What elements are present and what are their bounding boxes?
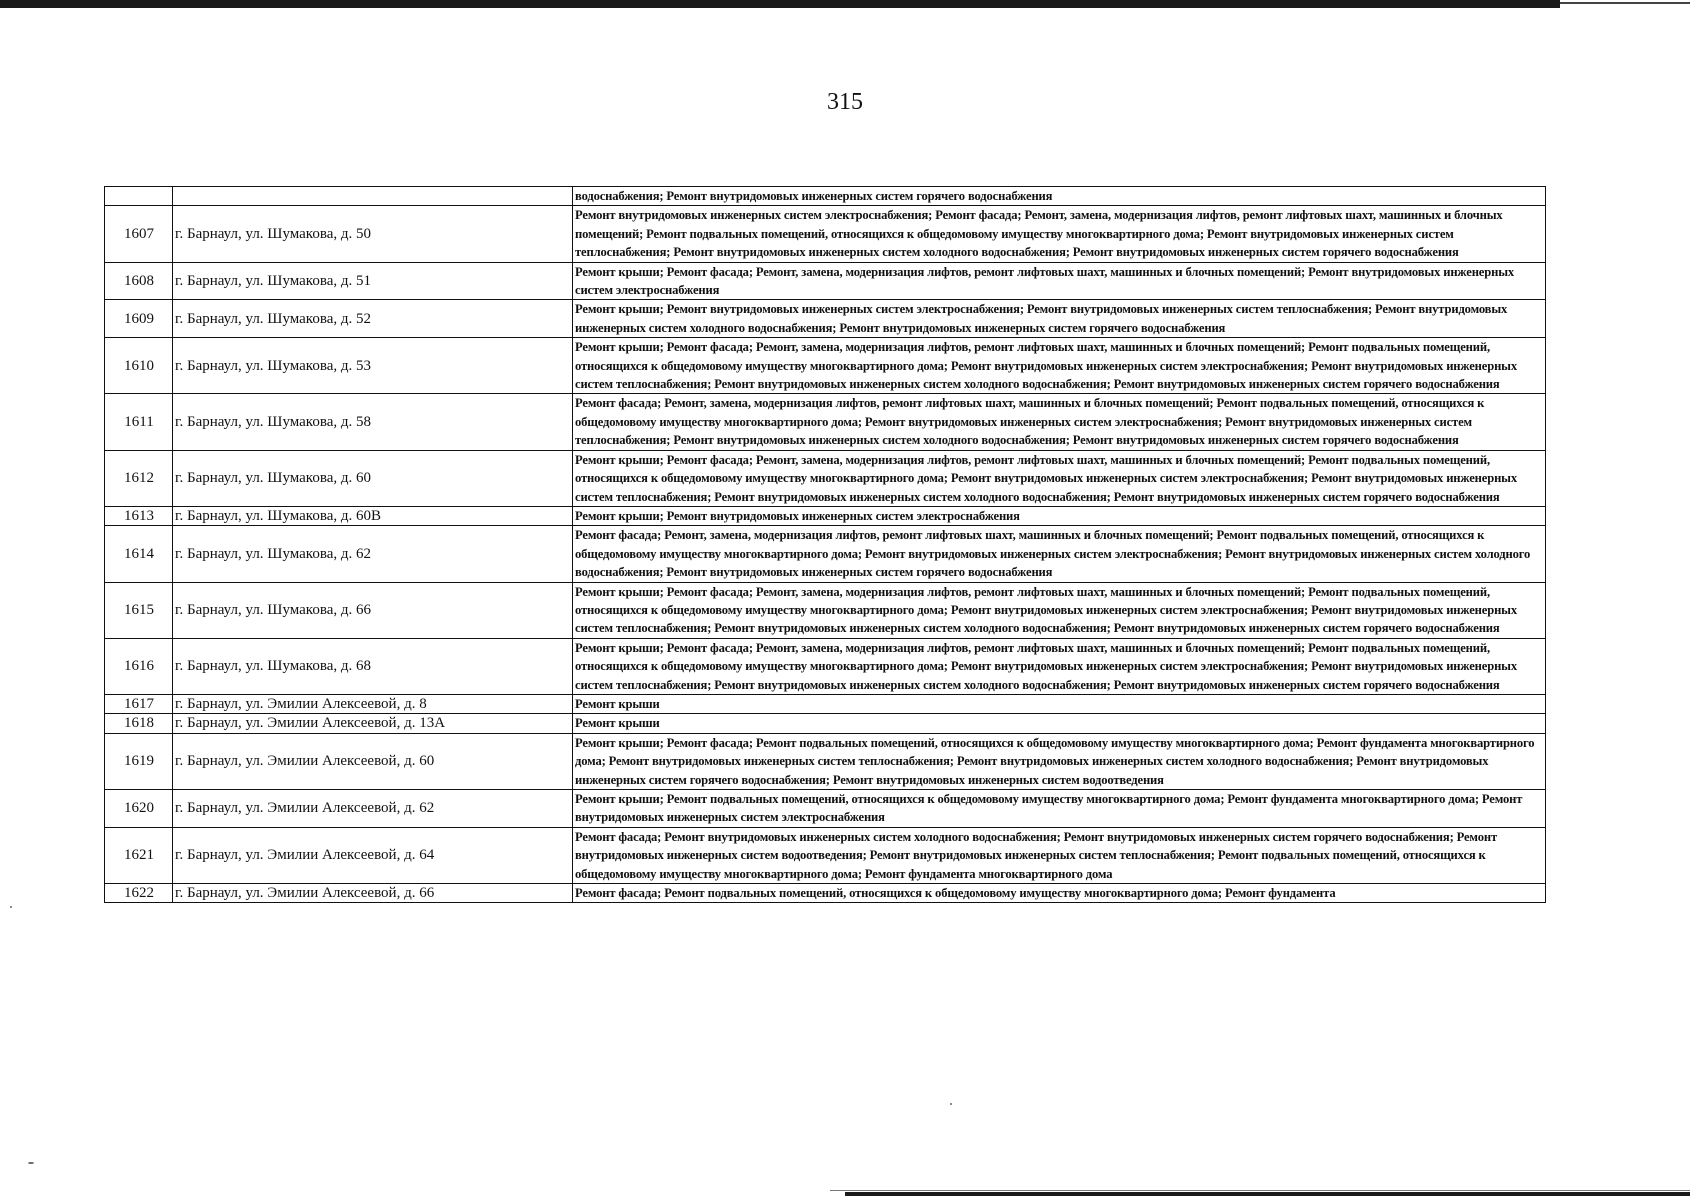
row-number [105,187,173,206]
row-address: г. Барнаул, ул. Эмилии Алексеевой, д. 8 [173,694,573,713]
row-works: Ремонт фасада; Ремонт внутридомовых инженерных систем холодного водоснабжения; Ремонт внутридомовых инженерных систем горячего водоснабжения; Ремонт внутридомовых инженерных систем водоотведения; Ремонт внутридомовых инженерных систем теплоснабжения; Ремонт подвальных помещений, относящихся к общедомовому имуществу многоквартирного дома; Ремонт фундамента многоквартирного дома [573,827,1546,883]
row-number: 1610 [105,338,173,394]
row-number: 1615 [105,582,173,638]
row-works: Ремонт крыши [573,714,1546,733]
row-works: Ремонт крыши; Ремонт внутридомовых инженерных систем электроснабжения; Ремонт внутридомовых инженерных систем теплоснабжения; Ремонт внутридомовых инженерных систем холодного водоснабжения; Ремонт внутридомовых инженерных систем горячего водоснабжения [573,300,1546,338]
row-address: г. Барнаул, ул. Шумакова, д. 62 [173,526,573,582]
table-row [105,338,1546,394]
row-number: 1607 [105,206,173,262]
table-row [105,582,1546,638]
row-works: Ремонт крыши; Ремонт фасада; Ремонт, замена, модернизация лифтов, ремонт лифтовых шахт, машинных и блочных помещений; Ремонт подвальных помещений, относящихся к общедомовому имуществу многоквартирного дома; Ремонт внутридомовых инженерных систем электроснабжения; Ремонт внутридомовых инженерных систем теплоснабжения; Ремонт внутридомовых инженерных систем холодного водоснабжения; Ремонт внутридомовых инженерных систем горячего водоснабжения [573,338,1546,394]
row-address: г. Барнаул, ул. Шумакова, д. 50 [173,206,573,262]
row-address [173,187,573,206]
row-works: Ремонт крыши [573,694,1546,713]
scan-edge-top-thin [1560,2,1690,4]
row-works: Ремонт крыши; Ремонт фасада; Ремонт подвальных помещений, относящихся к общедомовому имуществу многоквартирного дома; Ремонт фундамента многоквартирного дома; Ремонт внутридомовых инженерных систем теплоснабжения; Ремонт внутридомовых инженерных систем холодного водоснабжения; Ремонт внутридомовых инженерных систем горячего водоснабжения; Ремонт внутридомовых инженерных систем водоотведения [573,733,1546,789]
row-number: 1608 [105,262,173,300]
scan-edge-top [0,0,1560,8]
row-works: Ремонт крыши; Ремонт фасада; Ремонт, замена, модернизация лифтов, ремонт лифтовых шахт, машинных и блочных помещений; Ремонт подвальных помещений, относящихся к общедомовому имуществу многоквартирного дома; Ремонт внутридомовых инженерных систем электроснабжения; Ремонт внутридомовых инженерных систем теплоснабжения; Ремонт внутридомовых инженерных систем холодного водоснабжения; Ремонт внутридомовых инженерных систем горячего водоснабжения [573,582,1546,638]
table-row [105,733,1546,789]
row-number: 1613 [105,506,173,525]
row-number: 1612 [105,450,173,506]
table-row [105,694,1546,713]
row-address: г. Барнаул, ул. Шумакова, д. 68 [173,638,573,694]
row-address: г. Барнаул, ул. Шумакова, д. 53 [173,338,573,394]
table-row [105,206,1546,262]
row-works: Ремонт крыши; Ремонт фасада; Ремонт, замена, модернизация лифтов, ремонт лифтовых шахт, машинных и блочных помещений; Ремонт подвальных помещений, относящихся к общедомовому имуществу многоквартирного дома; Ремонт внутридомовых инженерных систем электроснабжения; Ремонт внутридомовых инженерных систем теплоснабжения; Ремонт внутридомовых инженерных систем холодного водоснабжения; Ремонт внутридомовых инженерных систем горячего водоснабжения [573,450,1546,506]
row-works: Ремонт фасада; Ремонт, замена, модернизация лифтов, ремонт лифтовых шахт, машинных и блочных помещений; Ремонт подвальных помещений, относящихся к общедомовому имуществу многоквартирного дома; Ремонт внутридомовых инженерных систем электроснабжения; Ремонт внутридомовых инженерных систем холодного водоснабжения; Ремонт внутридомовых инженерных систем горячего водоснабжения [573,526,1546,582]
table-row [105,790,1546,828]
row-number: 1618 [105,714,173,733]
scan-edge-bottom-thin [830,1190,1690,1191]
row-works: водоснабжения; Ремонт внутридомовых инженерных систем горячего водоснабжения [573,187,1546,206]
table-row [105,300,1546,338]
row-number: 1609 [105,300,173,338]
row-number: 1614 [105,526,173,582]
row-address: г. Барнаул, ул. Эмилии Алексеевой, д. 64 [173,827,573,883]
row-number: 1616 [105,638,173,694]
row-works: Ремонт крыши; Ремонт фасада; Ремонт, замена, модернизация лифтов, ремонт лифтовых шахт, машинных и блочных помещений; Ремонт внутридомовых инженерных систем электроснабжения [573,262,1546,300]
table-row [105,714,1546,733]
row-address: г. Барнаул, ул. Шумакова, д. 60В [173,506,573,525]
houses-repair-table [104,186,1546,903]
row-address: г. Барнаул, ул. Эмилии Алексеевой, д. 13А [173,714,573,733]
table-row [105,450,1546,506]
table-row [105,262,1546,300]
row-number: 1611 [105,394,173,450]
table-row [105,884,1546,903]
row-number: 1617 [105,694,173,713]
row-number: 1620 [105,790,173,828]
row-number: 1622 [105,884,173,903]
row-address: г. Барнаул, ул. Эмилии Алексеевой, д. 62 [173,790,573,828]
row-address: г. Барнаул, ул. Эмилии Алексеевой, д. 66 [173,884,573,903]
row-address: г. Барнаул, ул. Шумакова, д. 51 [173,262,573,300]
page-number: 315 [827,89,863,115]
table-row [105,394,1546,450]
row-address: г. Барнаул, ул. Шумакова, д. 52 [173,300,573,338]
row-works: Ремонт фасада; Ремонт, замена, модернизация лифтов, ремонт лифтовых шахт, машинных и блочных помещений; Ремонт подвальных помещений, относящихся к общедомовому имуществу многоквартирного дома; Ремонт внутридомовых инженерных систем электроснабжения; Ремонт внутридомовых инженерных систем теплоснабжения; Ремонт внутридомовых инженерных систем холодного водоснабжения; Ремонт внутридомовых инженерных систем горячего водоснабжения [573,394,1546,450]
scan-edge-bottom [845,1192,1690,1196]
row-works: Ремонт крыши; Ремонт подвальных помещений, относящихся к общедомовому имуществу многоквартирного дома; Ремонт фундамента многоквартирного дома; Ремонт внутридомовых инженерных систем электроснабжения [573,790,1546,828]
row-number: 1619 [105,733,173,789]
row-address: г. Барнаул, ул. Шумакова, д. 58 [173,394,573,450]
row-number: 1621 [105,827,173,883]
row-works: Ремонт крыши; Ремонт фасада; Ремонт, замена, модернизация лифтов, ремонт лифтовых шахт, машинных и блочных помещений; Ремонт подвальных помещений, относящихся к общедомовому имуществу многоквартирного дома; Ремонт внутридомовых инженерных систем электроснабжения; Ремонт внутридомовых инженерных систем теплоснабжения; Ремонт внутридомовых инженерных систем холодного водоснабжения; Ремонт внутридомовых инженерных систем горячего водоснабжения [573,638,1546,694]
row-works: Ремонт внутридомовых инженерных систем электроснабжения; Ремонт фасада; Ремонт, замена, модернизация лифтов, ремонт лифтовых шахт, машинных и блочных помещений; Ремонт подвальных помещений, относящихся к общедомовому имуществу многоквартирного дома; Ремонт внутридомовых инженерных систем теплоснабжения; Ремонт внутридомовых инженерных систем холодного водоснабжения; Ремонт внутридомовых инженерных систем горячего водоснабжения [573,206,1546,262]
table-row [105,827,1546,883]
scan-speck [950,1103,952,1105]
row-works: Ремонт фасада; Ремонт подвальных помещений, относящихся к общедомовому имуществу многоквартирного дома; Ремонт фундамента [573,884,1546,903]
table-row [105,506,1546,525]
row-works: Ремонт крыши; Ремонт внутридомовых инженерных систем электроснабжения [573,506,1546,525]
scan-speck [10,906,12,908]
table-body [105,187,1546,903]
table-row [105,526,1546,582]
row-address: г. Барнаул, ул. Шумакова, д. 66 [173,582,573,638]
scan-speck [28,1162,34,1164]
row-address: г. Барнаул, ул. Шумакова, д. 60 [173,450,573,506]
table-row [105,187,1546,206]
table-row [105,638,1546,694]
row-address: г. Барнаул, ул. Эмилии Алексеевой, д. 60 [173,733,573,789]
